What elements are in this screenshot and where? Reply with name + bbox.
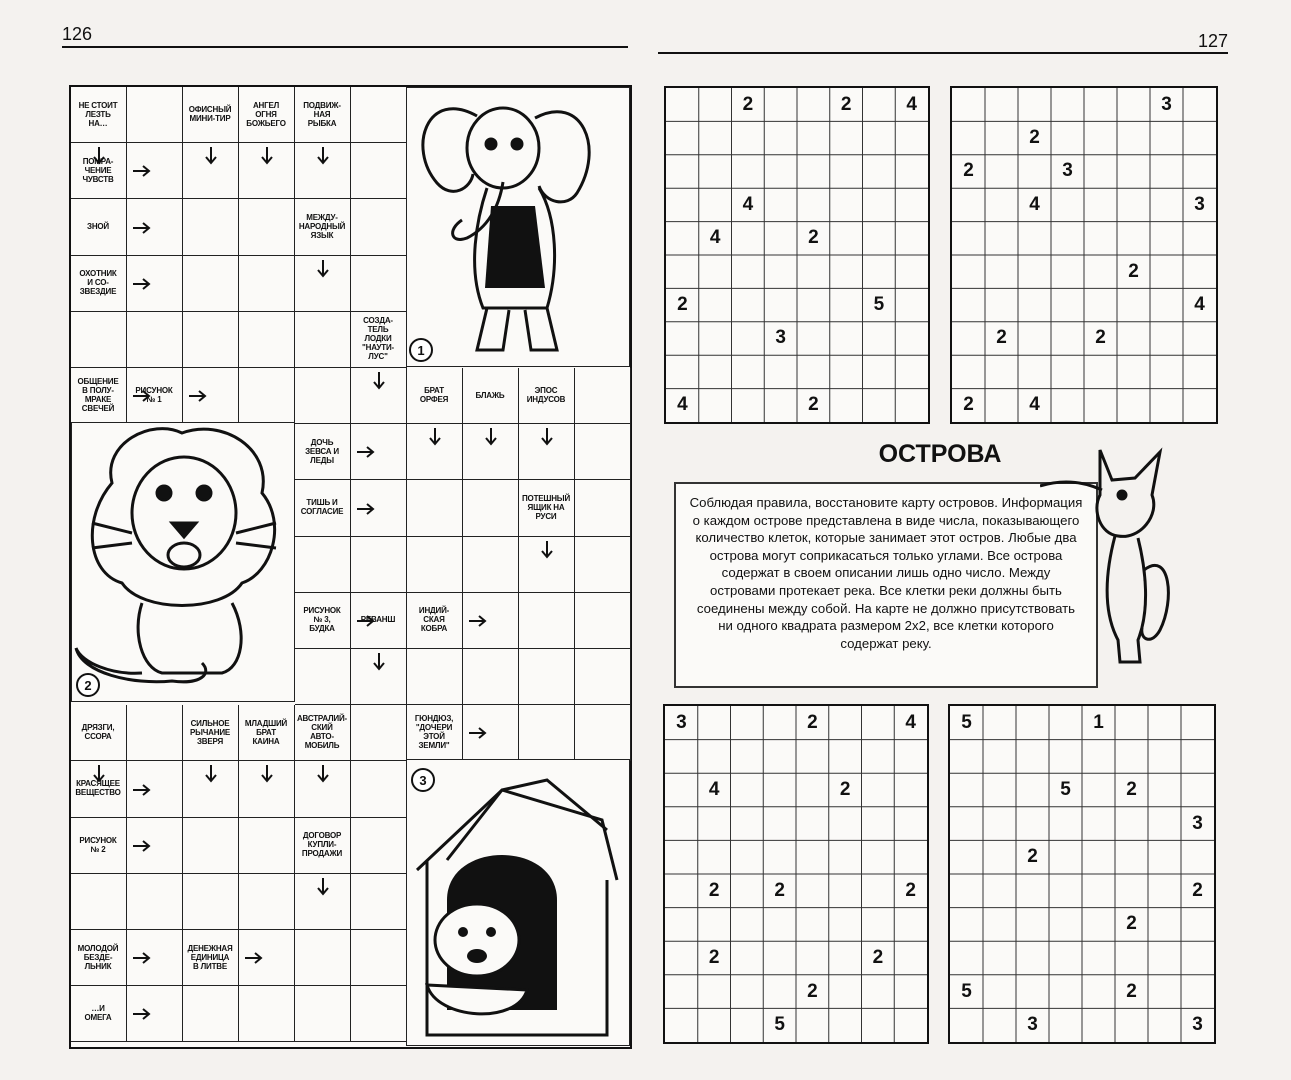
arrow-down-icon [257,145,277,165]
picture-doghouse [406,759,630,1046]
crossword-cell [519,705,575,761]
island-number: 2 [963,394,974,416]
island-number: 4 [709,227,721,249]
crossword-cell [351,818,407,874]
crossword-cell [351,705,407,761]
island-number: 2 [807,980,818,1002]
island-number: 4 [906,93,917,115]
clue-text: РИСУНОК № 1 [135,386,173,405]
island-number: 5 [873,294,885,316]
clue-text: РИСУНОК № 3, БУДКА [303,606,341,634]
clue-text: ЗНОЙ [87,221,109,231]
island-number: 2 [1126,980,1137,1002]
crossword-cell [239,874,295,930]
clue-text: ДЕНЕЖНАЯ ЕДИНИЦА В ЛИТВЕ [187,943,233,971]
crossword-cell [519,593,575,649]
crossword-cell [407,649,463,705]
island-number: 2 [996,327,1007,349]
fox-drawing-icon [1040,440,1170,670]
island-number: 4 [905,711,916,733]
clue-text: ГЮНДЮЗ, "ДОЧЕРИ ЭТОЙ ЗЕМЛИ" [414,714,454,751]
island-number: 2 [1126,778,1137,800]
island-number: 3 [1161,93,1172,115]
island-number: 4 [1029,193,1040,215]
puzzle-gridlines [666,88,928,422]
island-number: 5 [961,980,972,1002]
island-number: 2 [839,778,851,800]
clue-text: МОЛОДОЙ БЕЗДЕ- ЛЬНИК [77,943,119,971]
island-number: 2 [708,946,720,968]
island-number: 2 [1095,327,1106,349]
island-number: 5 [961,711,972,733]
clue-text: АВСТРАЛИЙ- СКИЙ АВТО- МОБИЛЬ [296,714,347,751]
arrow-right-icon [131,780,151,800]
arrow-down-icon [313,258,333,278]
clue-text: НЕ СТОИТ ЛЕЗТЬ НА… [78,100,118,128]
clue-text: ДРЯЗГИ, ССОРА [81,723,115,742]
island-number: 2 [905,879,916,901]
crossword-cell [71,312,127,368]
crossword [69,85,632,1049]
elephant-drawing-icon [407,88,627,364]
arrow-down-icon [201,763,221,783]
crossword-cell [127,705,183,761]
arrow-down-icon [201,145,221,165]
arrow-right-icon [355,499,375,519]
left-header-rule [62,46,628,48]
crossword-cell [127,874,183,930]
clue-text: ИНДИЙ- СКАЯ КОБРА [418,606,450,634]
island-number: 2 [742,93,754,115]
picture-lion [71,422,295,702]
island-number: 2 [963,160,974,182]
arrow-down-icon [481,426,501,446]
crossword-cell [183,818,239,874]
clue-text: СИЛЬНОЕ РЫЧАНИЕ ЗВЕРЯ [189,718,231,746]
crossword-cell [239,256,295,312]
clue-text: ДОЧЬ ЗЕВСА И ЛЕДЫ [305,437,339,465]
clue-text: ОХОТНИК И СО- ЗВЕЗДИЕ [79,269,117,297]
arrow-right-icon [355,442,375,462]
island-number: 4 [1029,394,1040,416]
island-number: 3 [1194,193,1205,215]
crossword-cell [183,986,239,1042]
crossword-cell [575,424,631,480]
crossword-cell [183,256,239,312]
crossword-cell [351,143,407,199]
dog-in-doghouse-drawing-icon [407,760,627,1043]
clue-text: ТИШЬ И СОГЛАСИЕ [300,498,344,517]
island-number: 4 [677,394,688,416]
crossword-cell [127,87,183,143]
island-number: 3 [1192,1014,1203,1036]
crossword-cell [351,930,407,986]
crossword-cell [351,986,407,1042]
island-number: 3 [676,711,687,733]
arrow-right-icon [131,836,151,856]
island-number: 3 [1192,812,1203,834]
crossword-cell [407,537,463,593]
crossword-cell [127,312,183,368]
clue-text: РИСУНОК № 2 [79,835,117,854]
island-number: 2 [1128,260,1139,282]
crossword-cell [295,930,351,986]
rules-text: Соблюдая правила, восстановите карту островов. Информация о каждом острове представлена в виде числа, показывающего количество клеток, которые занимает этот остров. Любые два острова могут соприкасаться только углами. Все острова содержат в своем описании лишь одно число. Между островами протекает река. Все клетки реки должны быть соединены между собой. На карте не должно присутствовать ни одного квадрата размером 2х2, все клетки которого содержат реку. [674,482,1098,688]
island-number: 2 [872,946,884,968]
clue-text: ЭПОС ИНДУСОВ [526,386,566,405]
puzzle-gridlines [952,88,1216,422]
arrow-down-icon [425,426,445,446]
clue-text: ПОТЕШНЫЙ ЯЩИК НА РУСИ [522,493,570,521]
clue-text: ДОГОВОР КУПЛИ- ПРОДАЖИ [301,831,343,859]
crossword-cell [183,312,239,368]
island-number: 2 [840,93,852,115]
crossword-cell [239,368,295,424]
crossword-cell [239,818,295,874]
island-number: 2 [807,711,818,733]
clue-text: КРАСЯЩЕЕ ВЕЩЕСТВО [75,779,121,798]
clue-text: РЕВАНШ [360,615,396,625]
arrow-right-icon [187,386,207,406]
island-number: 2 [677,294,688,316]
island-puzzle-1 [664,86,930,424]
arrow-right-icon [243,948,263,968]
crossword-cell [351,256,407,312]
crossword-cell [239,199,295,255]
arrow-down-icon [257,763,277,783]
crossword-cell [575,480,631,536]
arrow-down-icon [313,763,333,783]
clue-text: АНГЕЛ ОГНЯ БОЖЬЕГО [246,100,286,128]
crossword-cell [295,537,351,593]
island-number: 2 [1027,846,1038,868]
island-number: 2 [808,227,819,249]
arrow-right-icon [131,948,151,968]
picture-number-2: 2 [76,673,100,697]
picture-elephant [406,87,630,367]
clue-text: …И ОМЕГА [84,1004,112,1023]
island-number: 3 [775,327,786,349]
arrow-down-icon [369,370,389,390]
crossword-cell [351,537,407,593]
island-number: 4 [1194,294,1205,316]
island-number: 4 [708,778,720,800]
island-number: 1 [1093,711,1104,733]
picture-number-1: 1 [409,338,433,362]
island-number: 2 [1192,879,1203,901]
clue-text: ОБЩЕНИЕ В ПОЛУ- МРАКЕ СВЕЧЕЙ [77,377,119,414]
clue-text: ПОДВИЖ- НАЯ РЫБКА [303,100,341,128]
island-number: 3 [1027,1014,1038,1036]
crossword-cell [295,312,351,368]
puzzle-gridlines [950,706,1214,1042]
right-header-rule [658,52,1228,54]
crossword-cell [575,537,631,593]
picture-number-3: 3 [411,768,435,792]
crossword-cell [239,312,295,368]
island-number: 2 [1029,127,1040,149]
island-number: 2 [1126,913,1137,935]
arrow-right-icon [467,611,487,631]
crossword-cell [519,649,575,705]
right-page-number: 127 [1198,31,1229,51]
crossword-cell [463,649,519,705]
crossword-cell [351,199,407,255]
arrow-down-icon [537,426,557,446]
island-number: 4 [742,193,754,215]
arrow-down-icon [313,876,333,896]
lion-drawing-icon [72,423,292,699]
crossword-cell [351,874,407,930]
clue-text: БЛАЖЬ [475,390,505,400]
crossword-cell [463,537,519,593]
left-page-number: 126 [62,24,93,44]
page-title: ОСТРОВА [878,440,1002,468]
clue-text: БРАТ ОРФЕЯ [419,386,449,405]
crossword-cell [575,649,631,705]
island-number: 2 [774,879,785,901]
crossword-cell [295,368,351,424]
island-number: 2 [708,879,720,901]
arrow-down-icon [537,539,557,559]
crossword-cell [575,368,631,424]
crossword-cell [351,87,407,143]
arrow-right-icon [131,274,151,294]
crossword-cell [351,761,407,817]
crossword-cell [407,480,463,536]
arrow-down-icon [313,145,333,165]
crossword-cell [575,705,631,761]
arrow-right-icon [131,218,151,238]
island-number: 2 [808,394,819,416]
arrow-right-icon [131,1004,151,1024]
crossword-cell [239,986,295,1042]
crossword-cell [575,593,631,649]
clue-text: МЛАДШИЙ БРАТ КАИНА [244,718,288,746]
clue-text: ОФИСНЫЙ МИНИ-ТИР [188,105,232,124]
arrow-right-icon [131,161,151,181]
crossword-cell [295,649,351,705]
clue-text: СОЗДА- ТЕЛЬ ЛОДКИ "НАУТИ- ЛУС" [362,316,394,362]
island-puzzle-4 [948,704,1216,1044]
clue-text: МЕЖДУ- НАРОДНЫЙ ЯЗЫК [298,212,346,240]
island-number: 3 [1062,160,1073,182]
crossword-cell [463,480,519,536]
island-number: 5 [1060,778,1071,800]
island-number: 5 [774,1014,785,1036]
arrow-right-icon [467,723,487,743]
clue-text: ПОМРА- ЧЕНИЕ ЧУВСТВ [82,156,114,184]
crossword-cell [295,986,351,1042]
island-puzzle-2 [950,86,1218,424]
arrow-down-icon [369,651,389,671]
crossword-cell [183,874,239,930]
crossword-cell [71,874,127,930]
island-puzzle-3 [663,704,929,1044]
crossword-cell [183,199,239,255]
